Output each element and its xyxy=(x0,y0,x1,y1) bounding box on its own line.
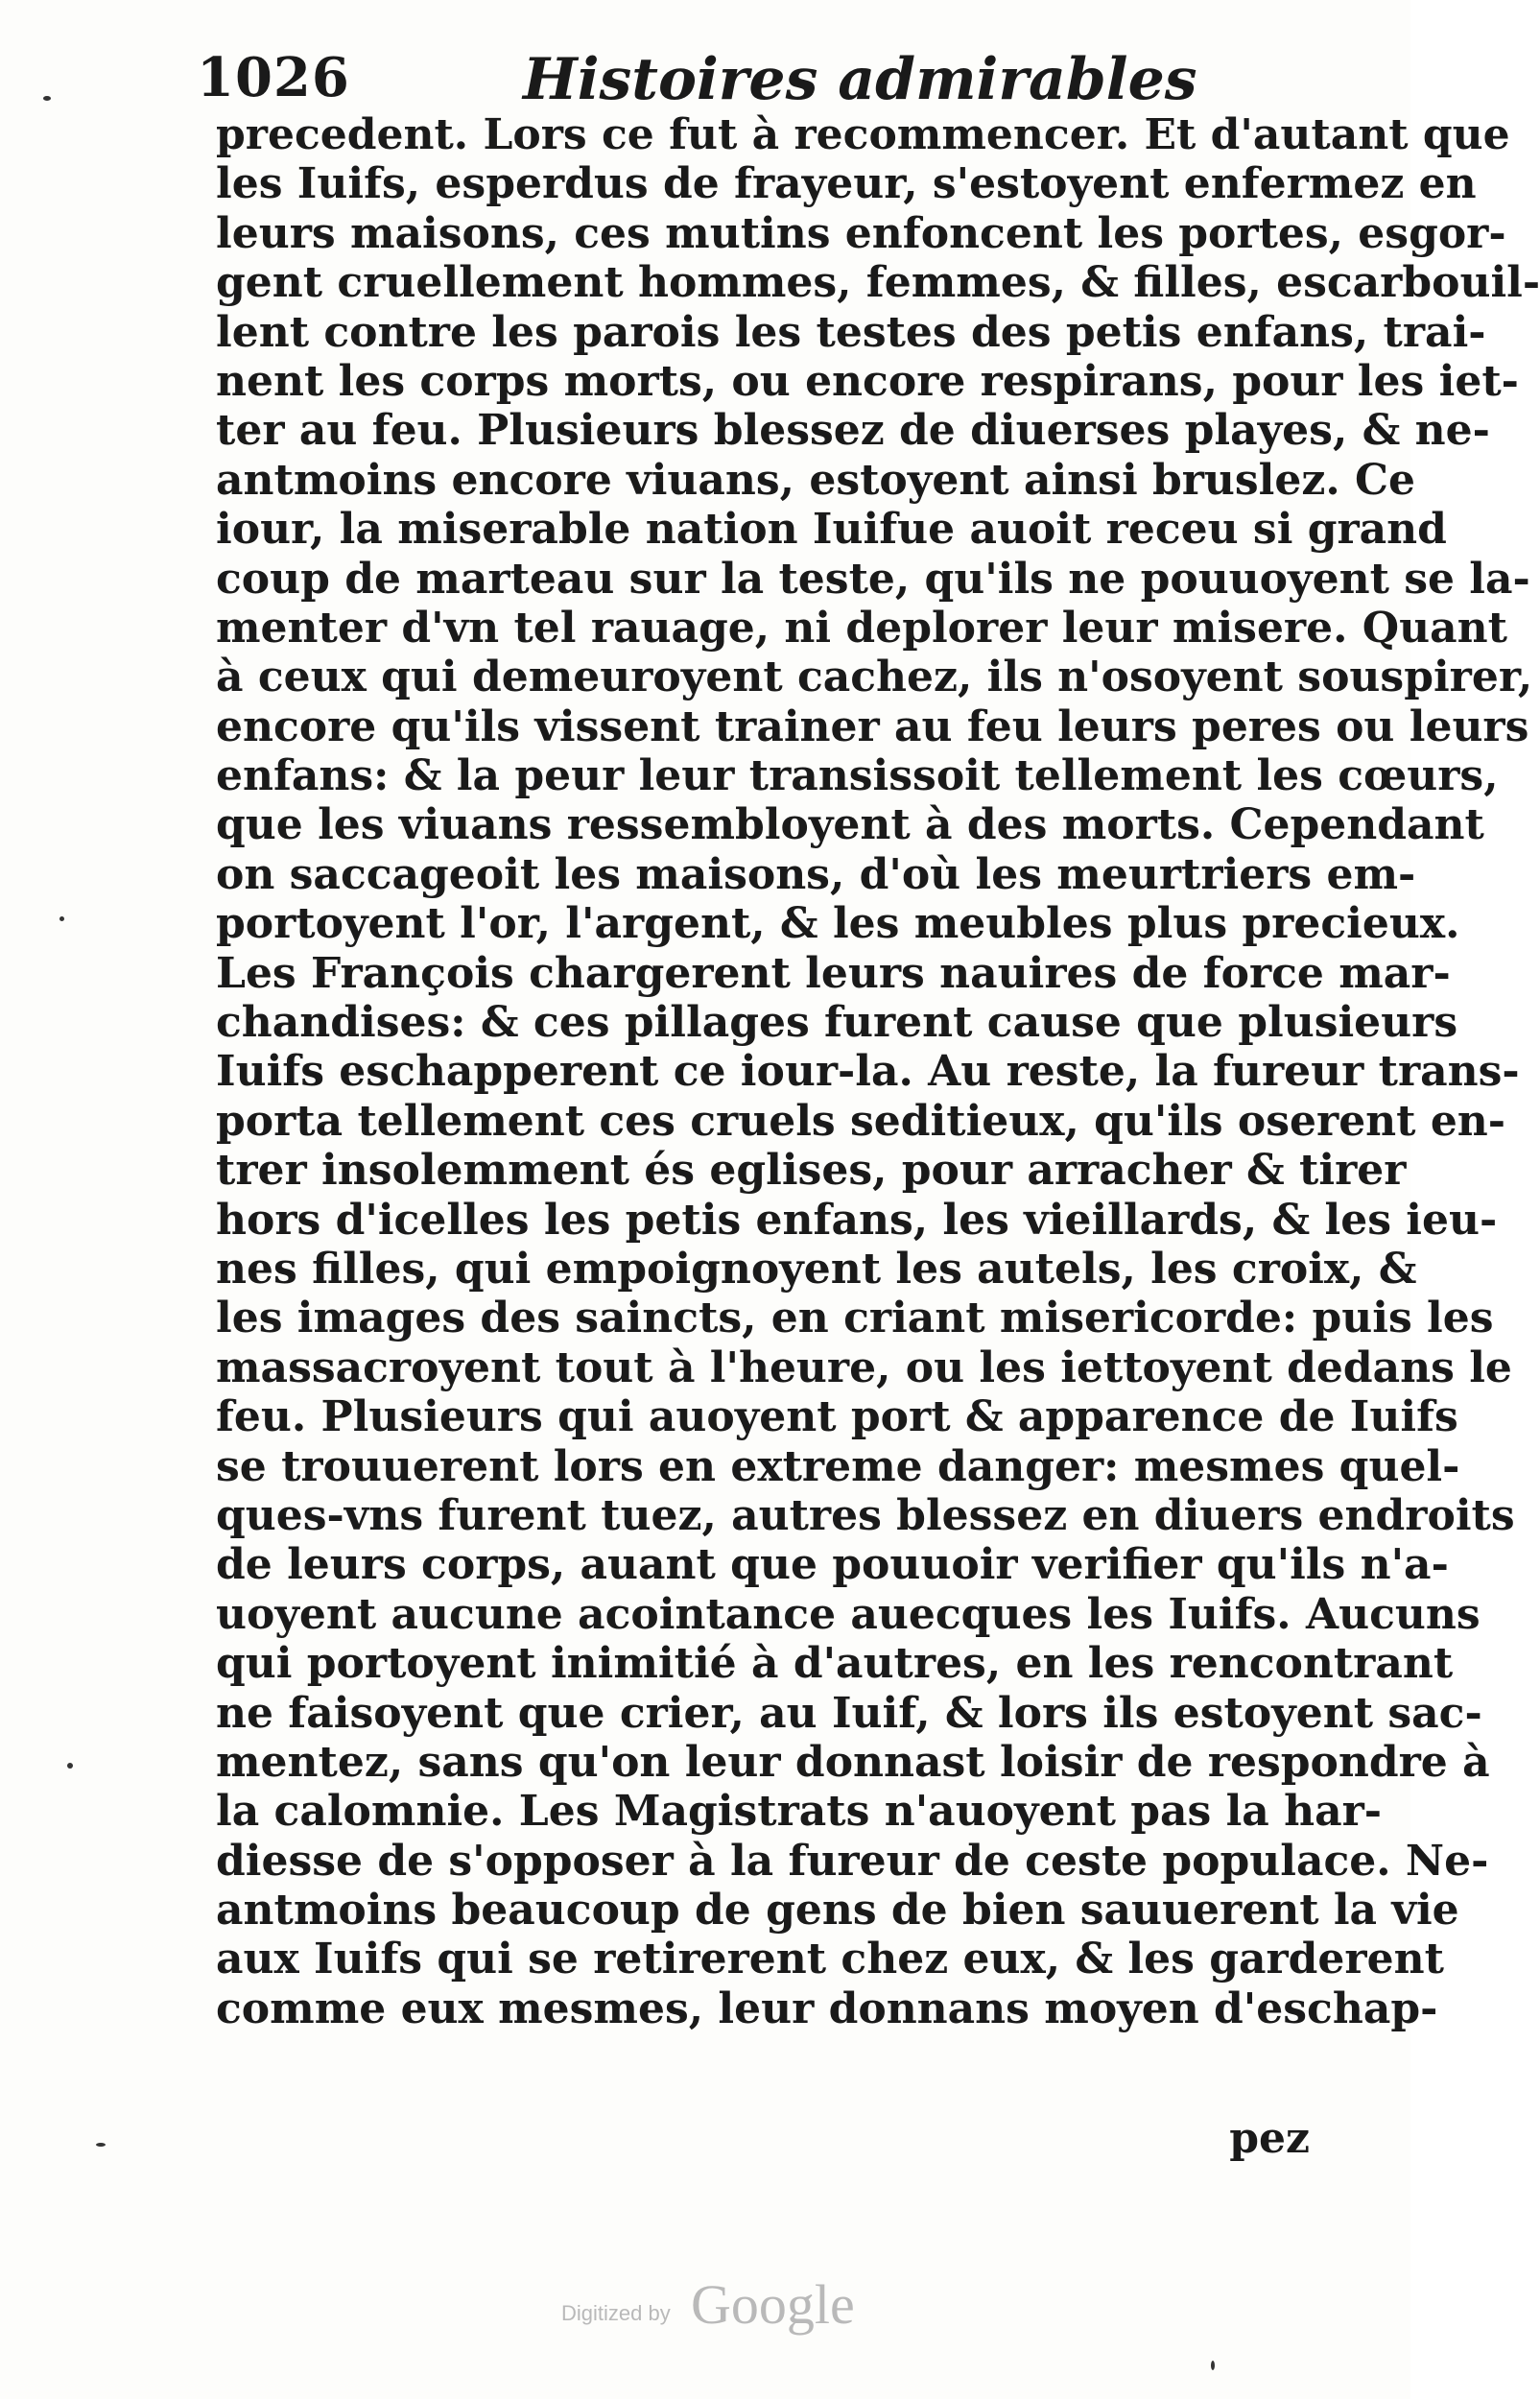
ink-speck xyxy=(59,916,64,921)
text-line: antmoins encore viuans, estoyent ainsi bruslez. Ce xyxy=(216,455,1416,505)
ink-speck xyxy=(96,2143,106,2147)
text-line: uoyent aucune acointance auecques les Iuifs. Aucuns xyxy=(216,1589,1481,1639)
text-line: à ceux qui demeuroyent cachez, ils n'osoyent souspirer, xyxy=(216,653,1533,702)
text-line: que les viuans ressembloyent à des morts. Cependant xyxy=(216,800,1484,850)
ink-speck xyxy=(67,1763,73,1769)
text-line: trer insolemment és eglises, pour arracher & tirer xyxy=(216,1146,1407,1196)
text-line: aux Iuifs qui se retirerent chez eux, & les garderent xyxy=(216,1935,1444,1984)
text-line: enfans: & la peur leur transissoit tellement les cœurs, xyxy=(216,751,1499,801)
text-line: chandises: & ces pillages furent cause que plusieurs xyxy=(216,998,1458,1048)
text-line: porta tellement ces cruels seditieux, qu'ils oserent en- xyxy=(216,1096,1506,1146)
text-line: ne faisoyent que crier, au Iuif, & lors ils estoyent sac- xyxy=(216,1688,1482,1738)
text-line: ter au feu. Plusieurs blessez de diuerses playes, & ne- xyxy=(216,406,1490,456)
ink-speck xyxy=(1211,2361,1215,2370)
text-line: encore qu'ils vissent trainer au feu leurs peres ou leurs xyxy=(216,701,1529,751)
text-line: qui portoyent inimitié à d'autres, en les rencontrant xyxy=(216,1639,1454,1689)
text-line: iour, la miserable nation Iuifue auoit receu si grand xyxy=(216,505,1447,555)
text-line: nes filles, qui empoignoyent les autels, les croix, & xyxy=(216,1244,1417,1294)
text-line: massacroyent tout à l'heure, ou les iettoyent dedans le xyxy=(216,1342,1512,1392)
text-line: hors d'icelles les petis enfans, les vieillards, & les ieu- xyxy=(216,1195,1498,1245)
text-body xyxy=(216,110,1540,2033)
text-line: comme eux mesmes, leur donnans moyen d'eschap- xyxy=(216,1983,1438,2033)
text-line: de leurs corps, auant que pouuoir verifier qu'ils n'a- xyxy=(216,1540,1449,1590)
watermark-small-text: Digitized by xyxy=(561,2301,671,2325)
text-line: Iuifs eschapperent ce iour-la. Au reste, la fureur trans- xyxy=(216,1047,1520,1097)
text-line: lent contre les parois les testes des petis enfans, trai- xyxy=(216,307,1486,357)
text-line: ques-vns furent tuez, autres blessez en diuers endroits xyxy=(216,1490,1515,1540)
text-line: leurs maisons, ces mutins enfoncent les portes, esgor- xyxy=(216,208,1506,258)
page-number: 1026 xyxy=(197,46,350,109)
text-line: nent les corps morts, ou encore respirans, pour les iet- xyxy=(216,356,1519,406)
text-line: precedent. Lors ce fut à recommencer. Et d'autant que xyxy=(216,110,1510,159)
ink-speck xyxy=(43,96,51,101)
text-line: coup de marteau sur la teste, qu'ils ne pouuoyent se la- xyxy=(216,554,1530,604)
digitized-watermark xyxy=(552,2272,878,2340)
text-line: se trouuerent lors en extreme danger: mesmes quel- xyxy=(216,1441,1460,1491)
catchword: pez xyxy=(1229,2114,1310,2163)
text-line: les images des saincts, en criant misericorde: puis les xyxy=(216,1294,1494,1343)
text-line: Les François chargerent leurs nauires de force mar- xyxy=(216,948,1451,998)
running-title: Histoires admirables xyxy=(523,46,1197,113)
text-line: gent cruellement hommes, femmes, & filles, escarbouil- xyxy=(216,258,1540,308)
text-line: diesse de s'opposer à la fureur de ceste populace. Ne- xyxy=(216,1836,1489,1886)
watermark-logo-text: Google xyxy=(691,2273,855,2336)
text-line: mentez, sans qu'on leur donnast loisir de respondre à xyxy=(216,1737,1490,1787)
text-line: la calomnie. Les Magistrats n'auoyent pas la har- xyxy=(216,1787,1383,1837)
text-line: on saccageoit les maisons, d'où les meurtriers em- xyxy=(216,849,1416,899)
text-line: antmoins beaucoup de gens de bien sauuerent la vie xyxy=(216,1886,1459,1936)
text-line: feu. Plusieurs qui auoyent port & apparence de Iuifs xyxy=(216,1392,1458,1442)
text-line: les Iuifs, esperdus de frayeur, s'estoyent enfermez en xyxy=(216,159,1477,209)
text-line: menter d'vn tel rauage, ni deplorer leur misere. Quant xyxy=(216,603,1507,653)
text-line: portoyent l'or, l'argent, & les meubles plus precieux. xyxy=(216,899,1460,949)
